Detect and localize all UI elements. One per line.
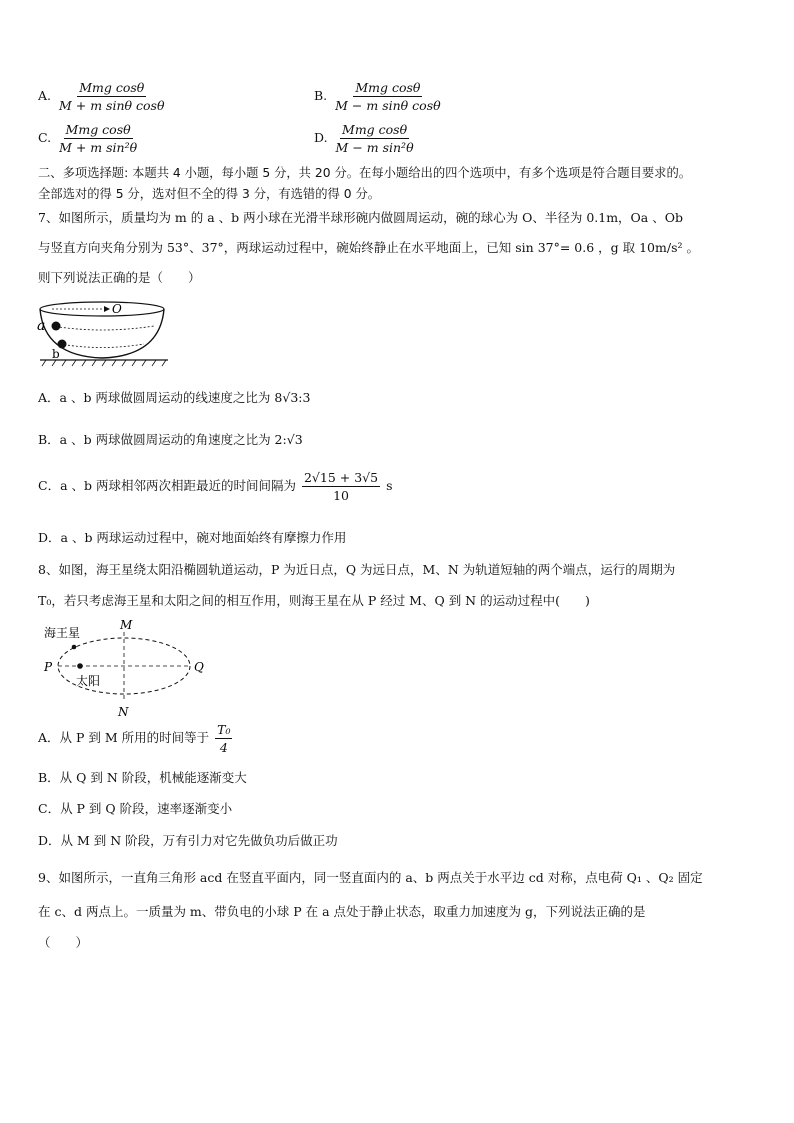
- label-o: O: [112, 302, 122, 316]
- section2-line1: 二、多项选择题: 本题共 4 小题，每小题 5 分，共 20 分。在每小题给出的四个选项中，有多个选项是符合题目要求的。: [38, 166, 692, 180]
- q6-option-d-fraction: $\frac{\text{Mmg cosθ}}{\text{M − m sin²θ}}$: [335, 122, 414, 155]
- q6-option-b: B. $\frac{\text{Mmg cosθ}}{\text{M − m sinθ cosθ}}$: [314, 80, 441, 113]
- label-p: P: [44, 660, 53, 674]
- neptune-dot: [72, 645, 77, 650]
- label-m: M: [120, 618, 133, 632]
- q7-option-a: A．a 、b 两球做圆周运动的线速度之比为 8√3:3: [38, 390, 311, 405]
- q7-option-c: C．a 、b 两球相邻两次相距最近的时间间隔为 $\frac{2√15 + 3√5}{10}$ s: [38, 470, 393, 503]
- ball-a: [52, 322, 61, 331]
- q8-option-b: B．从 Q 到 N 阶段，机械能逐渐变大: [38, 770, 247, 785]
- q7-line1: 7、如图所示，质量均为 m 的 a 、b 两小球在光滑半球形碗内做圆周运动，碗的球心为 O、半径为 0.1m，Oa 、Ob: [38, 210, 683, 225]
- q8-orbit-figure: [38, 616, 218, 720]
- label-n: N: [118, 705, 129, 719]
- section2-line2: 全部选对的得 5 分，选对但不全的得 3 分，有选错的得 0 分。: [38, 187, 381, 201]
- sun-dot: [77, 663, 83, 669]
- label-neptune: 海王星: [44, 626, 81, 640]
- q7-option-b: B．a 、b 两球做圆周运动的角速度之比为 2:√3: [38, 432, 303, 447]
- q8-option-a: A．从 P 到 M 所用的时间等于 $\frac{\text{T₀}}{4}$: [38, 722, 231, 755]
- ground-hatch: [42, 360, 166, 366]
- q8-option-d: D．从 M 到 N 阶段，万有引力对它先做负功后做正功: [38, 833, 338, 848]
- q8-option-a-fraction: $\frac{\text{T₀}}{4}$: [217, 722, 231, 755]
- bowl-dotted-level-b: [60, 344, 144, 348]
- q9-line1: 9、如图所示，一直角三角形 acd 在竖直平面内，同一竖直面内的 a、b 两点关于水平边 cd 对称，点电荷 Q₁ 、Q₂ 固定: [38, 870, 703, 885]
- q8-option-c: C．从 P 到 Q 阶段，速率逐渐变小: [38, 801, 233, 816]
- label-q: Q: [194, 660, 204, 674]
- bowl-dotted-level-a: [52, 326, 154, 330]
- label-a: a: [37, 318, 46, 334]
- q9-line3: （ ）: [38, 935, 89, 950]
- radius-arrow-head: [104, 306, 110, 312]
- q7-option-d: D．a 、b 两球运动过程中，碗对地面始终有摩擦力作用: [38, 530, 347, 545]
- q7-option-c-fraction: $\frac{2√15 + 3√5}{10}$: [303, 470, 379, 503]
- q6-option-c: C. $\frac{\text{Mmg cosθ}}{\text{M + m sin²θ}}$: [38, 122, 138, 155]
- label-b: b: [52, 347, 60, 361]
- q9-line2: 在 c、d 两点上。一质量为 m、带负电的小球 P 在 a 点处于静止状态，取重力加速度为 g，下列说法正确的是: [38, 904, 646, 919]
- q8-line2: T₀，若只考虑海王星和太阳之间的相互作用，则海王星在从 P 经过 M、Q 到 N 的运动过程中( ): [38, 593, 590, 608]
- q6-option-c-fraction: $\frac{\text{Mmg cosθ}}{\text{M + m sin²θ}}$: [59, 122, 138, 155]
- label-sun: 太阳: [76, 674, 101, 688]
- q7-line3: 则下列说法正确的是（ ）: [38, 270, 201, 285]
- q6-option-a-fraction: $\frac{\text{Mmg cosθ}}{\text{M + m sinθ cosθ}}$: [59, 80, 165, 113]
- q6-option-d: D. $\frac{\text{Mmg cosθ}}{\text{M − m sin²θ}}$: [314, 122, 414, 155]
- q6-option-b-fraction: $\frac{\text{Mmg cosθ}}{\text{M − m sinθ cosθ}}$: [335, 80, 441, 113]
- q8-line1: 8、如图，海王星绕太阳沿椭圆轨道运动，P 为近日点，Q 为远日点，M、N 为轨道短轴的两个端点，运行的周期为: [38, 562, 676, 577]
- q6-option-a: A. $\frac{\text{Mmg cosθ}}{\text{M + m sinθ cosθ}}$: [38, 80, 165, 113]
- q7-line2: 与竖直方向夹角分别为 53°、37°，两球运动过程中，碗始终静止在水平地面上，已知 sin 37°= 0.6 ，g 取 10m/s² 。: [38, 240, 699, 255]
- q7-bowl-figure: [32, 296, 172, 368]
